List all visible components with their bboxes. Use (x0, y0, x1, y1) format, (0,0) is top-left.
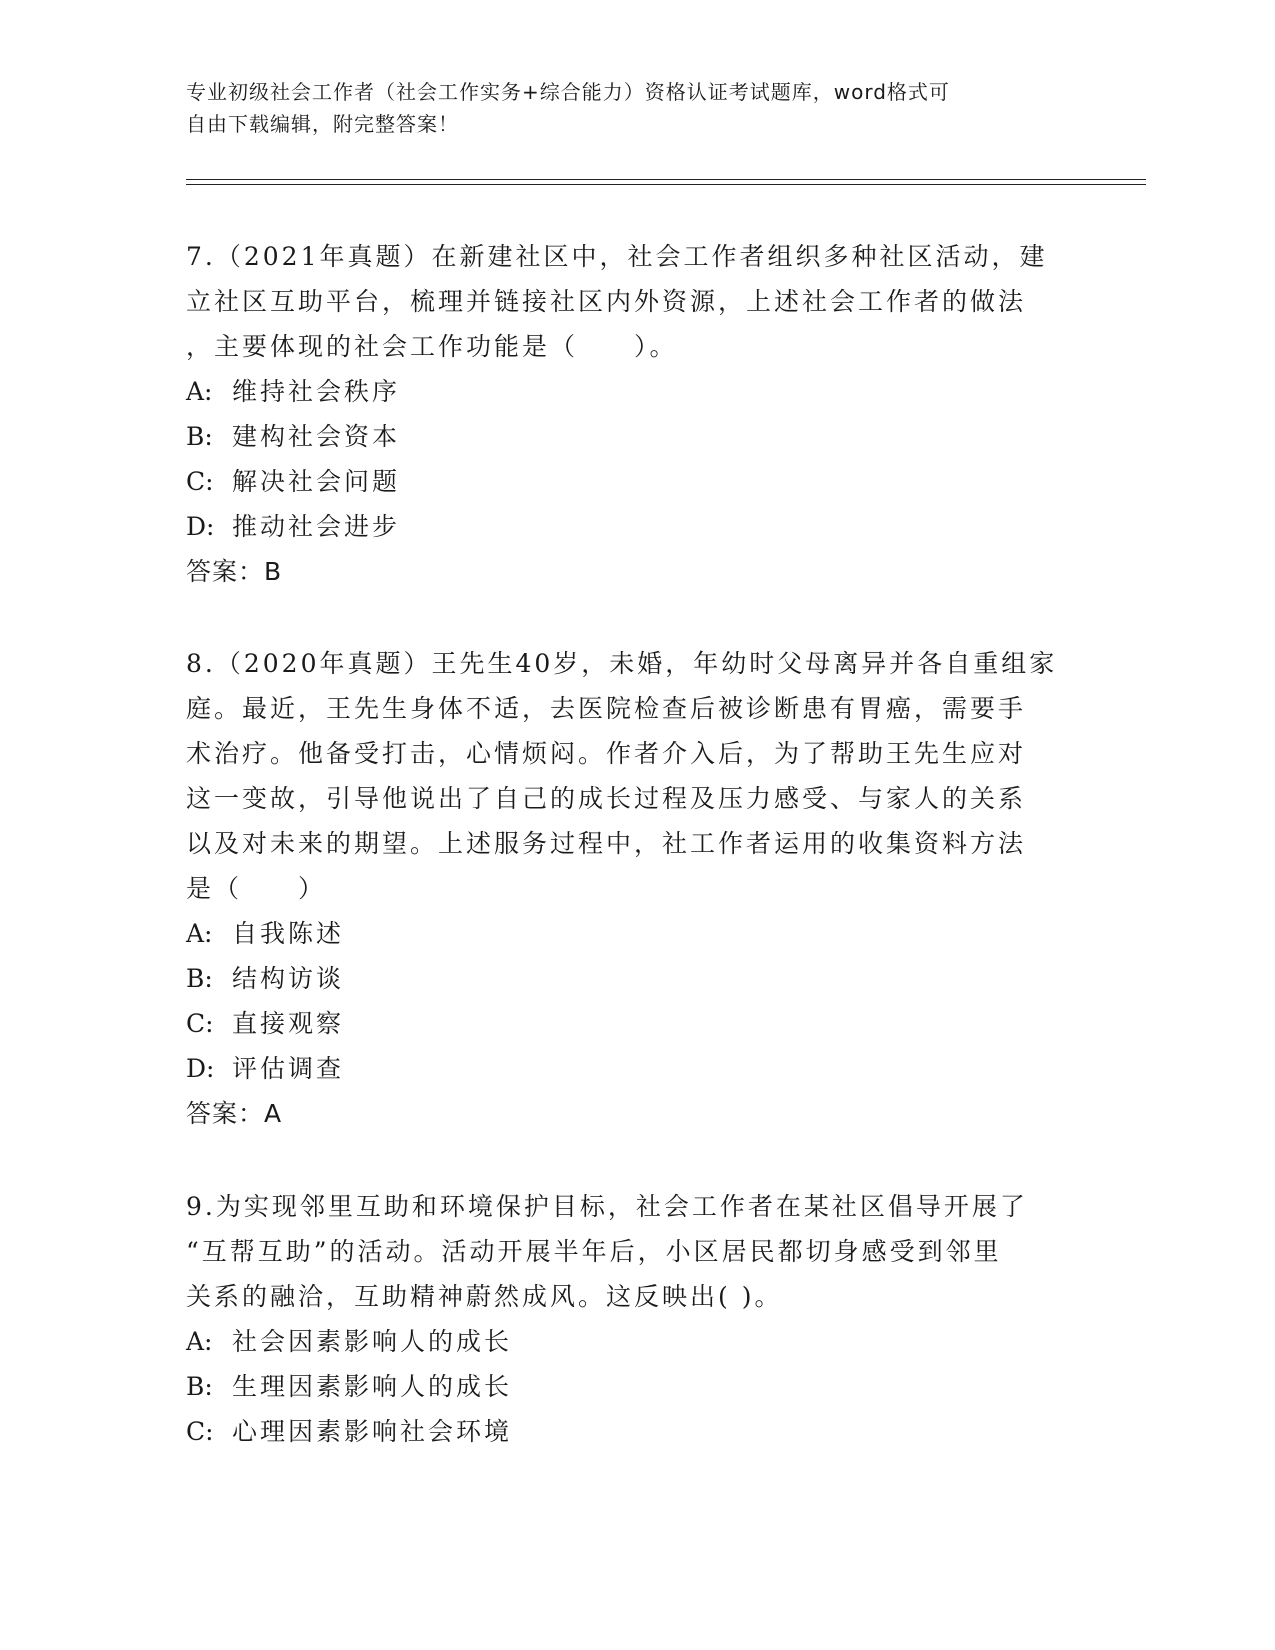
option-b (186, 1364, 1086, 1409)
answer-line: 答案：A (186, 1099, 283, 1128)
option-d (186, 1046, 1086, 1091)
option-a (186, 911, 1086, 956)
option-c (186, 1001, 1086, 1046)
option-letter: B: (186, 422, 213, 451)
option-text: 维持社会秩序 (232, 377, 401, 406)
header-line-2: 自由下载编辑，附完整答案！ (186, 112, 459, 136)
question-stem-line: 以及对未来的期望。上述服务过程中，社工作者运用的收集资料方法 (186, 829, 1027, 858)
option-b (186, 956, 1086, 1001)
document-header (186, 76, 1086, 140)
header-divider-top (186, 179, 1146, 180)
option-text: 建构社会资本 (232, 422, 401, 451)
question-8 (186, 641, 1086, 1136)
option-a (186, 1319, 1086, 1364)
option-text: 结构访谈 (232, 964, 345, 993)
option-c (186, 1409, 1086, 1454)
option-a (186, 369, 1086, 414)
question-9 (186, 1184, 1086, 1454)
option-letter: D: (186, 512, 215, 541)
option-c (186, 459, 1086, 504)
question-stem-line: ，主要体现的社会工作功能是（ ）。 (186, 332, 678, 361)
answer-line: 答案：B (186, 557, 283, 586)
option-letter: C: (186, 467, 214, 496)
option-text: 评估调查 (232, 1054, 345, 1083)
header-divider-bottom (186, 184, 1146, 185)
option-text: 心理因素影响社会环境 (232, 1417, 513, 1446)
question-stem-line: 关系的融洽，互助精神蔚然成风。这反映出( )。 (186, 1282, 783, 1311)
option-letter: C: (186, 1417, 214, 1446)
question-stem-line: 庭。最近，王先生身体不适，去医院检查后被诊断患有胃癌，需要手 (186, 694, 1027, 723)
question-stem (186, 234, 1086, 369)
option-text: 生理因素影响人的成长 (232, 1372, 513, 1401)
option-letter: D: (186, 1054, 215, 1083)
option-letter: B: (186, 964, 213, 993)
option-d (186, 504, 1086, 549)
option-letter: A: (186, 377, 213, 406)
option-text: 自我陈述 (232, 919, 345, 948)
header-line-1: 专业初级社会工作者（社会工作实务+综合能力）资格认证考试题库，word格式可 (186, 80, 950, 104)
option-letter: A: (186, 919, 213, 948)
question-stem (186, 1184, 1086, 1319)
question-stem-line: 是（ ） (186, 874, 327, 903)
question-stem-line: 9.为实现邻里互助和环境保护目标，社会工作者在某社区倡导开展了 (186, 1192, 1028, 1221)
question-stem-line: 8.（2020年真题）王先生40岁，未婚，年幼时父母离异并各自重组家 (186, 649, 1058, 678)
question-stem-line: “互帮互助”的活动。活动开展半年后，小区居民都切身感受到邻里 (186, 1237, 1002, 1266)
option-text: 直接观察 (232, 1009, 345, 1038)
option-text: 解决社会问题 (232, 467, 401, 496)
option-text: 社会因素影响人的成长 (232, 1327, 513, 1356)
question-7 (186, 234, 1086, 594)
option-letter: B: (186, 1372, 213, 1401)
option-b (186, 414, 1086, 459)
option-text: 推动社会进步 (232, 512, 401, 541)
option-letter: A: (186, 1327, 213, 1356)
question-stem-line: 术治疗。他备受打击，心情烦闷。作者介入后，为了帮助王先生应对 (186, 739, 1027, 768)
option-letter: C: (186, 1009, 214, 1038)
question-stem-line: 立社区互助平台，梳理并链接社区内外资源，上述社会工作者的做法 (186, 287, 1027, 316)
question-stem-line: 7.（2021年真题）在新建社区中，社会工作者组织多种社区活动，建 (186, 242, 1048, 271)
question-stem-line: 这一变故，引导他说出了自己的成长过程及压力感受、与家人的关系 (186, 784, 1027, 813)
question-stem (186, 641, 1086, 911)
